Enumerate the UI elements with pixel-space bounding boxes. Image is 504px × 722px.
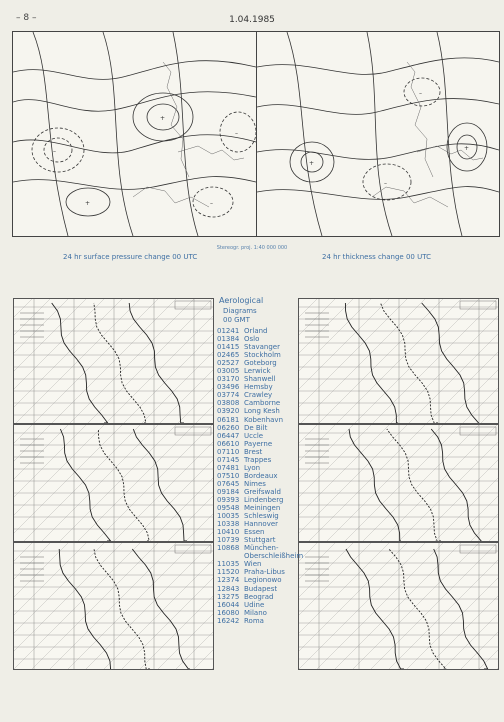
station-id: 10035: [217, 512, 240, 521]
svg-text:–: –: [235, 130, 238, 137]
sounding-diagram: [298, 298, 499, 424]
station-id: 01384: [217, 335, 240, 344]
station-entry: [217, 593, 299, 601]
station-entry: [217, 416, 299, 424]
station-id: 07645: [217, 479, 240, 488]
station-id: 13275: [217, 592, 240, 601]
svg-text:+: +: [309, 160, 315, 167]
station-entry: [217, 496, 299, 504]
station-id: 09393: [217, 495, 240, 504]
sounding-diagram: [13, 542, 214, 670]
station-name: Nimes: [244, 479, 266, 488]
station-entry: [217, 609, 299, 617]
station-name: Crawley: [244, 391, 273, 400]
station-id: 03808: [217, 399, 240, 408]
station-entry: [217, 351, 299, 359]
station-entry: [217, 367, 299, 375]
station-id: 12374: [217, 576, 240, 585]
station-name: Orland: [244, 327, 268, 335]
station-entry: [217, 448, 299, 456]
station-entry: [217, 424, 299, 432]
station-name: De Bilt: [244, 423, 268, 432]
station-name: Trappes: [244, 455, 272, 464]
station-id: 12843: [217, 584, 240, 593]
station-entry: [217, 440, 299, 448]
station-name: Brest: [244, 447, 263, 456]
station-name: Hannover: [244, 520, 279, 529]
station-entry: [217, 432, 299, 440]
station-name: Oslo: [244, 335, 260, 344]
station-id: 10868: [217, 544, 240, 553]
sounding-diagram: [298, 542, 499, 670]
station-id: 02465: [217, 351, 240, 360]
station-name: Goteborg: [244, 359, 277, 368]
station-entry: [217, 520, 299, 528]
sounding-diagram: [13, 424, 214, 542]
station-id: 06610: [217, 439, 240, 448]
station-name: München-: [244, 544, 279, 553]
station-id: 10338: [217, 520, 240, 529]
thickness-change-map: [257, 32, 499, 236]
station-entry: [217, 391, 299, 399]
station-id: 03774: [217, 391, 240, 400]
station-id: 07510: [217, 471, 240, 480]
station-entry: [217, 399, 299, 407]
station-name: Camborne: [244, 399, 281, 408]
station-name: Uccle: [244, 431, 264, 440]
station-entry: [217, 544, 299, 552]
svg-text:–: –: [53, 148, 56, 155]
station-id: 16080: [217, 608, 240, 617]
station-id: 01241: [217, 327, 240, 335]
station-entry: [217, 456, 299, 464]
surface-pressure-change-map: [13, 32, 257, 236]
station-name: Lerwick: [244, 367, 271, 376]
station-id: 02527: [217, 359, 240, 368]
station-id: 03170: [217, 375, 240, 384]
station-entry: [217, 375, 299, 383]
station-name: Beograd: [244, 592, 274, 601]
station-entry: [217, 407, 299, 415]
station-id: 11520: [217, 568, 240, 577]
station-id: 03005: [217, 367, 240, 376]
station-id: 07145: [217, 455, 240, 464]
station-name: Essen: [244, 528, 265, 537]
station-entry: [217, 335, 299, 343]
station-entry: [217, 504, 299, 512]
sounding-diagram: [13, 298, 214, 424]
station-name: Stavanger: [244, 343, 280, 352]
station-id: 09184: [217, 487, 240, 496]
station-entry: [217, 480, 299, 488]
station-entry: [217, 359, 299, 367]
station-id: 16044: [217, 600, 240, 609]
aerological-subtitle: Diagrams: [223, 307, 257, 315]
station-name: Schleswig: [244, 512, 279, 521]
station-id: 16242: [217, 616, 240, 625]
station-name: Bordeaux: [244, 471, 278, 480]
station-id: 10410: [217, 528, 240, 537]
station-entry: [217, 560, 299, 568]
aerological-title: Aerological: [219, 296, 264, 305]
thickness-caption: 24 hr thickness change 00 UTC: [322, 253, 431, 261]
weather-maps: [12, 31, 500, 237]
station-name: Payerne: [244, 439, 273, 448]
station-name: Lindenberg: [244, 495, 284, 504]
station-entry: [217, 327, 299, 335]
station-entry: [217, 383, 299, 391]
station-id: 06260: [217, 423, 240, 432]
station-entry: [217, 576, 299, 584]
station-list: [217, 327, 304, 625]
station-entry: [217, 343, 299, 351]
station-name: Meiningen: [244, 504, 281, 513]
station-name: Stockholm: [244, 351, 281, 360]
station-entry: [217, 568, 299, 576]
station-name-continued: Oberschleißheim: [244, 552, 304, 561]
station-id: 06447: [217, 431, 240, 440]
svg-text:+: +: [464, 145, 470, 152]
station-name: Kobenhavn: [244, 415, 284, 424]
station-entry: [217, 536, 299, 544]
station-entry: [217, 512, 299, 520]
station-name: Long Kesh: [244, 407, 280, 416]
page-number: – 8 –: [16, 13, 37, 23]
surface-pressure-caption: 24 hr surface pressure change 00 UTC: [63, 253, 198, 261]
station-name: Legionowo: [244, 576, 282, 585]
station-id: 07110: [217, 447, 240, 456]
station-id: 06181: [217, 415, 240, 424]
station-id: 03920: [217, 407, 240, 416]
station-entry: [217, 528, 299, 536]
svg-text:+: +: [85, 200, 91, 207]
station-name: Wien: [244, 560, 262, 569]
station-name: Roma: [244, 616, 264, 625]
sounding-diagram: [298, 424, 499, 542]
station-id: 07481: [217, 463, 240, 472]
page-date: 1.04.1985: [229, 15, 275, 25]
svg-text:–: –: [210, 200, 213, 207]
station-id: 01415: [217, 343, 240, 352]
svg-text:–: –: [419, 90, 422, 97]
aerological-time: 00 GMT: [223, 316, 250, 324]
station-id: 09548: [217, 504, 240, 513]
station-id: 10739: [217, 536, 240, 545]
station-entry: [217, 464, 299, 472]
svg-text:+: +: [160, 115, 166, 122]
station-entry: [217, 472, 299, 480]
station-name: Hemsby: [244, 383, 273, 392]
station-entry: [217, 488, 299, 496]
station-id: 11035: [217, 560, 240, 569]
station-name: Stuttgart: [244, 536, 276, 545]
station-entry: [217, 601, 299, 609]
projection-note: Stereogr. proj. 1:40 000 000: [216, 245, 288, 251]
svg-text:–: –: [384, 180, 387, 187]
station-name: Lyon: [244, 463, 261, 472]
station-name: Shanwell: [244, 375, 276, 384]
station-name: Udine: [244, 600, 265, 609]
station-id: 03496: [217, 383, 240, 392]
station-name: Budapest: [244, 584, 278, 593]
station-entry: [217, 617, 299, 625]
station-name: Milano: [244, 608, 267, 617]
station-name: Greifswald: [244, 487, 281, 496]
station-entry: [217, 585, 299, 593]
station-name: Praha-Libus: [244, 568, 285, 577]
